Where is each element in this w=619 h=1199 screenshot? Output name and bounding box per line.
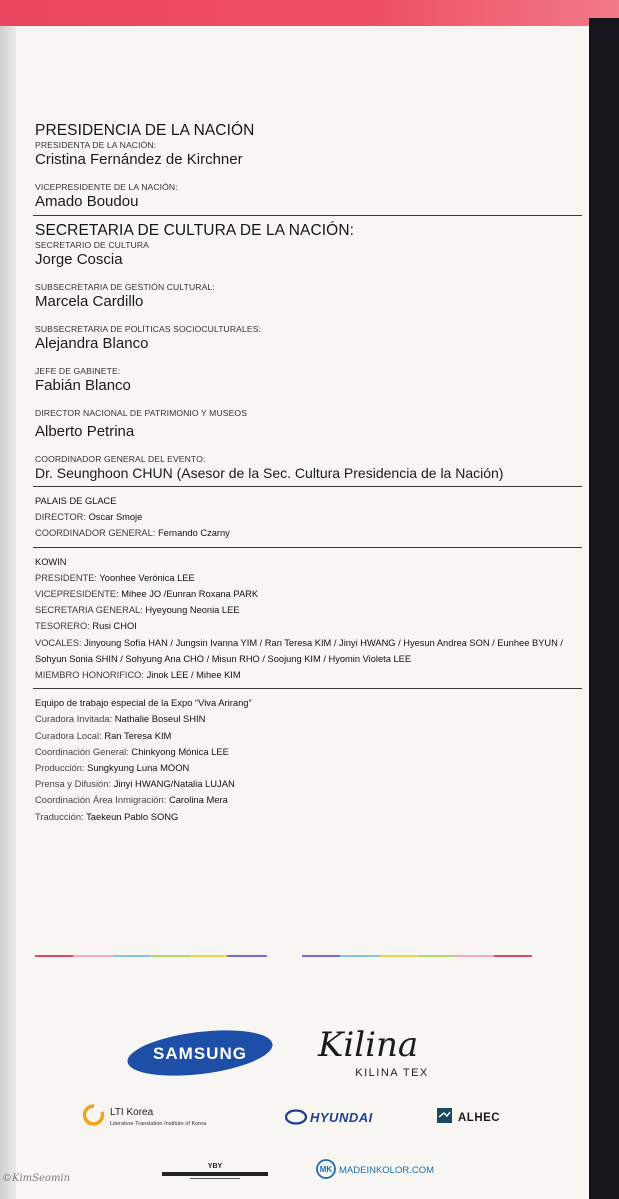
credit-line-label: Coordinación Área Inmigración: — [35, 794, 167, 806]
credit-line-value: Ran Teresa KIM — [104, 729, 172, 741]
section-divider — [33, 688, 582, 689]
credit-line-label: Prensa y Difusión: — [35, 778, 112, 790]
credit-entry — [35, 140, 580, 168]
watermark: ©KimSeomin — [2, 1173, 71, 1184]
credit-line-label: Traducción: — [35, 810, 84, 822]
section-divider — [33, 486, 582, 487]
color-strip-left — [35, 955, 267, 959]
credit-entry — [35, 408, 580, 440]
credit-name: Alberto Petrina — [35, 423, 135, 440]
credit-name: Alejandra Blanco — [35, 335, 149, 352]
color-strip-right — [302, 955, 532, 959]
credit-line-value: Yoonhee Verónica LEE — [99, 572, 195, 583]
credit-role: JEFE DE GABINETE: — [35, 366, 121, 376]
credit-line — [35, 809, 580, 825]
section-divider — [33, 547, 582, 548]
credit-line — [35, 792, 580, 808]
credit-line — [35, 744, 580, 760]
credit-line-label: MIEMBRO HONORIFICO: — [35, 670, 144, 681]
credit-name: Marcela Cardillo — [35, 293, 144, 310]
section-heading: SECRETARIA DE CULTURA DE LA NACIÓN: — [35, 222, 355, 239]
credit-role: SECRETARIO DE CULTURA — [35, 240, 149, 250]
credit-line — [35, 509, 580, 525]
credit-line-value: Carolina Mera — [168, 794, 228, 806]
credit-line-value: Mihee JO /Eunran Roxana PARK — [121, 589, 259, 600]
credit-line — [35, 711, 580, 727]
hyundai-logo — [285, 1106, 395, 1128]
kilina-text: KILINA TEX — [355, 1067, 429, 1079]
credit-entry — [35, 366, 580, 394]
credit-entry — [35, 324, 580, 352]
credit-line-label: Coordinación General: — [35, 745, 129, 757]
coordinator-note: (Asesor de la Sec. Cultura Presidencia de la Nación) — [176, 465, 504, 481]
credit-role: DIRECTOR NACIONAL DE PATRIMONIO Y MUSEOS — [35, 408, 248, 418]
top-color-band — [0, 0, 619, 26]
lti-title: LTI Korea — [110, 1107, 154, 1118]
samsung-logo — [125, 1028, 275, 1078]
credit-line-label: PRESIDENTE: — [35, 572, 97, 583]
credits-content — [35, 122, 580, 825]
yby-logo — [160, 1160, 270, 1182]
lti-subtitle: Literature Translation Institute of Korea — [110, 1121, 207, 1127]
section-heading: PRESIDENCIA DE LA NACIÓN — [35, 122, 255, 139]
svg-text:MK: MK — [319, 1165, 333, 1174]
palais-section — [35, 493, 580, 542]
credit-line — [35, 760, 580, 776]
credit-name — [35, 465, 580, 481]
left-fold-shadow — [0, 26, 16, 1199]
credit-line — [35, 667, 580, 683]
kowin-section — [35, 554, 580, 684]
credit-line — [35, 635, 580, 667]
credit-line-value: Jinyi HWANG/Natalia LUJAN — [113, 778, 235, 790]
credit-line-value: Taekeun Pablo SONG — [86, 810, 179, 822]
credit-line-value: Sungkyung Luna MOON — [87, 762, 190, 774]
credit-line — [35, 776, 580, 792]
credit-line-value: Rusi CHOI — [92, 621, 137, 632]
credit-role: COORDINADOR GENERAL DEL EVENTO: — [35, 454, 206, 464]
credit-line-label: COORDINADOR GENERAL: — [35, 528, 156, 539]
madeinkolor-logo — [315, 1158, 435, 1180]
kilina-logo — [312, 1012, 472, 1082]
credit-line-value: Oscar Smoje — [88, 512, 143, 523]
credit-line-label: Curadora Local: — [35, 729, 102, 741]
credit-line-label: TESORERO: — [35, 621, 90, 632]
credit-line-value: Jinok LEE / Mihee KIM — [146, 670, 241, 681]
alhec-logo — [436, 1105, 516, 1127]
credit-role: PRESIDENTA DE LA NACIÓN: — [35, 140, 157, 150]
yby-text: YBY — [207, 1163, 223, 1170]
hyundai-text: HYUNDAI — [310, 1110, 373, 1125]
credit-role: VICEPRESIDENTE DE LA NACIÓN: — [35, 182, 178, 192]
credit-line-value: Fernando Czarny — [157, 528, 230, 539]
credit-line-label: SECRETARIA GENERAL: — [35, 605, 143, 616]
credit-entry — [35, 454, 580, 481]
lti-korea-logo — [82, 1102, 257, 1132]
samsung-text: SAMSUNG — [153, 1044, 247, 1063]
credit-line — [35, 586, 580, 602]
madeinkolor-text: MADEINKOLOR.COM — [339, 1165, 435, 1176]
alhec-text: ALHEC — [458, 1112, 501, 1124]
section-heading: PALAIS DE GLACE — [35, 496, 117, 506]
equipo-section — [35, 695, 580, 825]
credit-line-value: Chinkyong Mónica LEE — [131, 745, 229, 757]
credit-role: SUBSECRETARIA DE POLÍTICAS SOCIOCULTURALES: — [35, 324, 262, 334]
hyundai-h-icon — [286, 1111, 306, 1124]
credit-line-label: VOCALES: — [35, 637, 82, 648]
section-heading: Equipo de trabajo especial de la Expo “Viva Arirang” — [35, 697, 252, 709]
credit-name: Fabián Blanco — [35, 377, 131, 394]
lti-mark-icon — [85, 1106, 103, 1124]
credit-line — [35, 525, 580, 541]
credit-line — [35, 570, 580, 586]
credit-line-value: Hyeyoung Neonia LEE — [145, 605, 240, 616]
credit-role: SUBSECRETARIA DE GESTIÓN CULTURAL: — [35, 282, 215, 292]
credit-line-label: Producción: — [35, 762, 85, 774]
credit-line-value: Jinyoung Sofía HAN / Jungsin Ivanna YIM / Ran Teresa KIM / Jinyi HWANG / Hyesun Andrea SON / Eunhee BYUN / Sohyun Sonia SHIN / Sohyung Ana CHO / Misun RHO / Soojung KIM / Hyomin Violeta LEE — [35, 637, 563, 664]
alhec-mark-icon — [437, 1108, 452, 1123]
right-dark-band — [589, 18, 619, 1199]
section-heading: KOWIN — [35, 556, 67, 567]
credit-line — [35, 602, 580, 618]
credit-line-label: Curadora Invitada: — [35, 713, 113, 725]
secretaria-section — [35, 222, 580, 481]
credit-line — [35, 618, 580, 634]
credit-entry — [35, 282, 580, 310]
credit-line — [35, 728, 580, 744]
credit-line-label: DIRECTOR: — [35, 512, 86, 523]
credit-entry — [35, 182, 580, 210]
section-divider — [33, 215, 582, 216]
credit-name: Amado Boudou — [35, 193, 139, 210]
credit-line-label: VICEPRESIDENTE: — [35, 589, 119, 600]
coordinator-name: Dr. Seunghoon CHUN — [35, 465, 173, 481]
credit-name: Jorge Coscia — [35, 251, 123, 268]
credit-line-value: Nathalie Boseul SHIN — [114, 713, 206, 725]
presidencia-section — [35, 122, 580, 210]
kilina-script: Kilina — [318, 1025, 419, 1065]
credit-name: Cristina Fernández de Kirchner — [35, 151, 243, 168]
credit-entry — [35, 240, 580, 268]
